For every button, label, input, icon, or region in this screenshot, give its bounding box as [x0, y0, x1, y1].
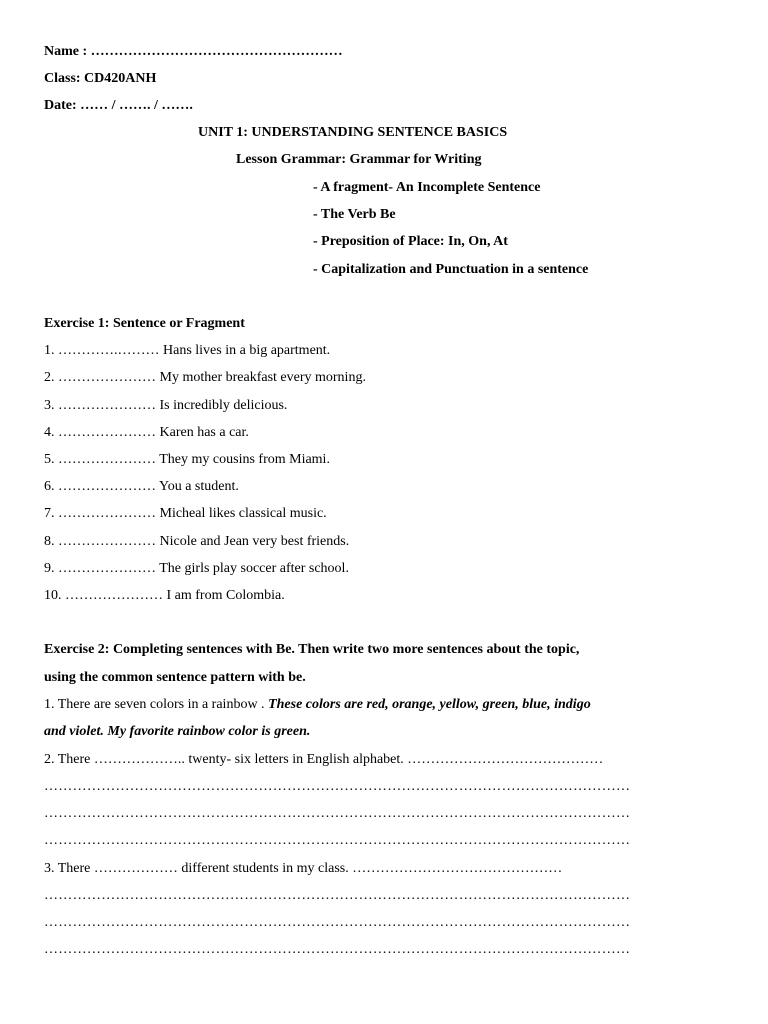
example-sentence: 1. There are seven colors in a rainbow . [44, 697, 269, 712]
exercise2-example [44, 696, 591, 714]
topic-item: - Preposition of Place: In, On, At [313, 234, 508, 249]
answer-blank-line[interactable]: …………………………………………………………………………………………………………… [44, 779, 631, 794]
date-field: Date: …… / ……. / ……. [44, 98, 193, 113]
exercise1-item: 4. ………………… Karen has a car. [44, 425, 249, 440]
exercise2-item: 2. There ……………….. twenty- six letters in English alphabet. …………………………………… [44, 752, 604, 767]
exercise1-item: 3. ………………… Is incredibly delicious. [44, 398, 288, 413]
answer-blank-line[interactable]: …………………………………………………………………………………………………………… [44, 806, 631, 821]
exercise1-item: 8. ………………… Nicole and Jean very best friends. [44, 534, 350, 549]
exercise1-item: 1. ………….……… Hans lives in a big apartment. [44, 343, 331, 358]
answer-blank-line[interactable]: …………………………………………………………………………………………………………… [44, 915, 631, 930]
name-field: Name : ……………………………………………… [44, 44, 343, 59]
exercise1-item: 9. ………………… The girls play soccer after school. [44, 561, 349, 576]
exercise1-item: 2. ………………… My mother breakfast every morning. [44, 370, 366, 385]
lesson-title: Lesson Grammar: Grammar for Writing [236, 152, 482, 167]
exercise1-item: 10. ………………… I am from Colombia. [44, 588, 285, 603]
class-field: Class: CD420ANH [44, 71, 157, 86]
exercise2-item: 3. There ……………… different students in my class. ……………………………………… [44, 861, 563, 876]
exercise2-title-cont: using the common sentence pattern with be. [44, 670, 306, 685]
topic-item: - Capitalization and Punctuation in a sentence [313, 262, 589, 277]
exercise2-title: Exercise 2: Completing sentences with Be. Then write two more sentences about the topic, [44, 642, 580, 657]
exercise1-item: 5. ………………… They my cousins from Miami. [44, 452, 330, 467]
example-answer: These colors are red, orange, yellow, green, blue, indigo [268, 697, 591, 712]
answer-blank-line[interactable]: …………………………………………………………………………………………………………… [44, 942, 631, 957]
exercise1-item: 7. ………………… Micheal likes classical music. [44, 506, 327, 521]
topic-item: - A fragment- An Incomplete Sentence [313, 180, 541, 195]
answer-blank-line[interactable]: …………………………………………………………………………………………………………… [44, 888, 631, 903]
example-answer-cont: and violet. My favorite rainbow color is green. [44, 724, 311, 739]
exercise1-title: Exercise 1: Sentence or Fragment [44, 316, 245, 331]
answer-blank-line[interactable]: …………………………………………………………………………………………………………… [44, 833, 631, 848]
unit-title: UNIT 1: UNDERSTANDING SENTENCE BASICS [198, 125, 508, 140]
topic-item: - The Verb Be [313, 207, 396, 222]
exercise1-item: 6. ………………… You a student. [44, 479, 239, 494]
